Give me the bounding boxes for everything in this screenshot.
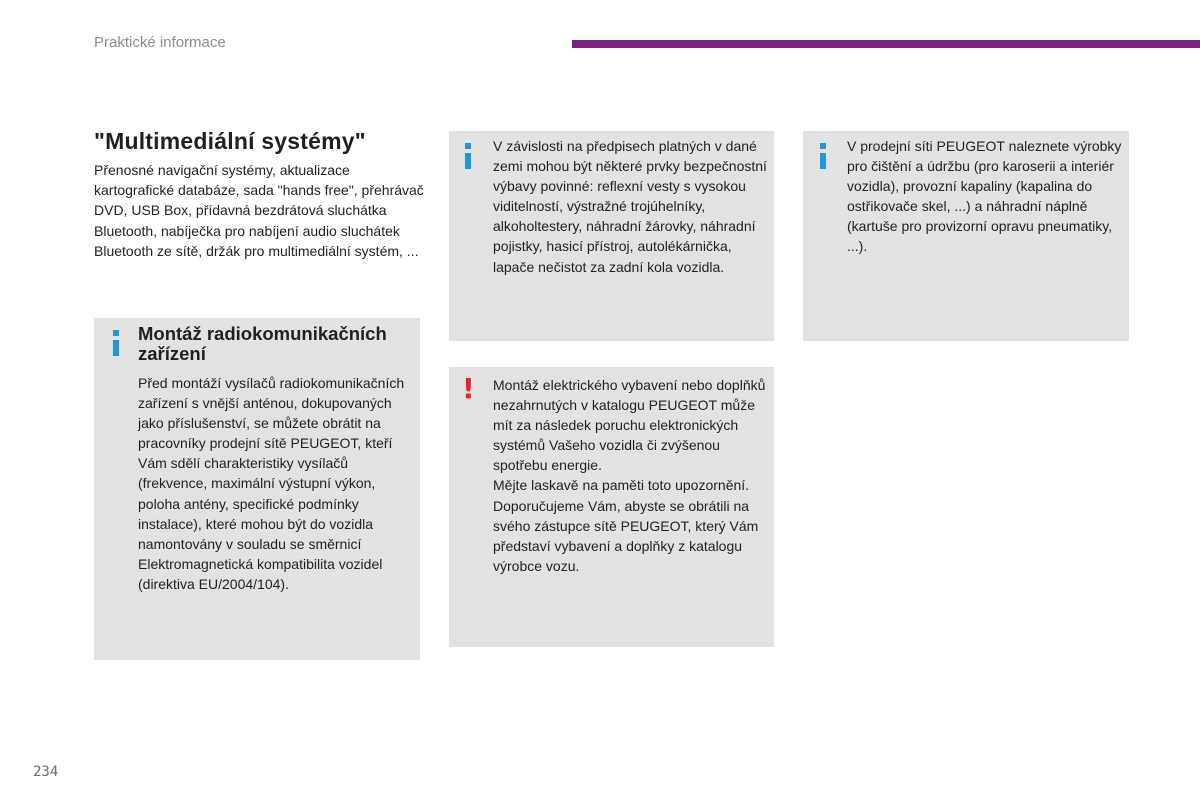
info-icon — [113, 330, 119, 356]
info-icon — [465, 143, 471, 169]
radio-installation-box — [94, 318, 420, 660]
warning-paragraph: Montáž elektrického vybavení nebo doplňků nezahrnutých v katalogu PEUGEOT může mít za následek poruchu elektronických systémů Vašeho vozidla či zvýšenou spotřebu energie. — [493, 377, 766, 474]
radio-installation-heading: Montáž radiokomunikačních zařízení — [138, 323, 387, 364]
radio-installation-text: Před montáží vysílačů radiokomunikačních zařízení s vnější anténou, dokupovaných jako příslušenství, se můžete obrátit na pracovníky prodejní sítě PEUGEOT, kteří Vám sdělí charakteristiky vysílačů (frekvence, maximální výstupní výkon, poloha antény, specifické podmínky instalace), které mohou být do vozidla namontovány v souladu se směrnicí Elektromagnetická kompatibilita vozidel (direktiva EU/2004/104). — [138, 375, 405, 592]
cleaning-products-box — [803, 131, 1129, 341]
header-accent-bar — [572, 40, 1200, 48]
page-title: "Multimediální systémy" — [94, 128, 366, 154]
page-number: 234 — [33, 764, 59, 780]
cleaning-products-text: V prodejní síti PEUGEOT naleznete výrobky pro čištění a údržbu (pro karoserii a interiér vozidla), provozní kapaliny (kapalina do ostřikovače skel, ...) a náhradní náplně (kartuše pro provizorní opravu pneumatiky, ...). — [847, 138, 1122, 255]
warning-paragraph: Mějte laskavě na paměti toto upozornění. Doporučujeme Vám, abyste se obrátili na svého zástupce sítě PEUGEOT, který Vám představí vybavení a doplňky z katalogu výrobce vozu. — [493, 477, 759, 574]
warning-icon: ! — [462, 372, 475, 405]
safety-equipment-box — [449, 131, 774, 341]
section-label: Praktické informace — [94, 34, 226, 51]
electrical-warning-box — [449, 367, 774, 647]
safety-equipment-text: V závislosti na předpisech platných v dané zemi mohou být některé prvky bezpečnostní výbavy povinné: reflexní vesty s vysokou viditelností, výstražné trojúhelníky, alkoholtestery, náhradní žárovky, náhradní pojistky, hasicí přístroj, autolékárnička, lapače nečistot za zadní kola vozidla. — [493, 138, 767, 275]
intro-paragraph: Přenosné navigační systémy, aktualizace kartografické databáze, sada "hands free", přehrávač DVD, USB Box, přídavná bezdrátová sluchátka Bluetooth, nabíječka pro nabíjení audio sluchátek Bluetooth ze sítě, držák pro multimediální systém, ... — [94, 162, 424, 259]
info-icon — [820, 143, 826, 169]
